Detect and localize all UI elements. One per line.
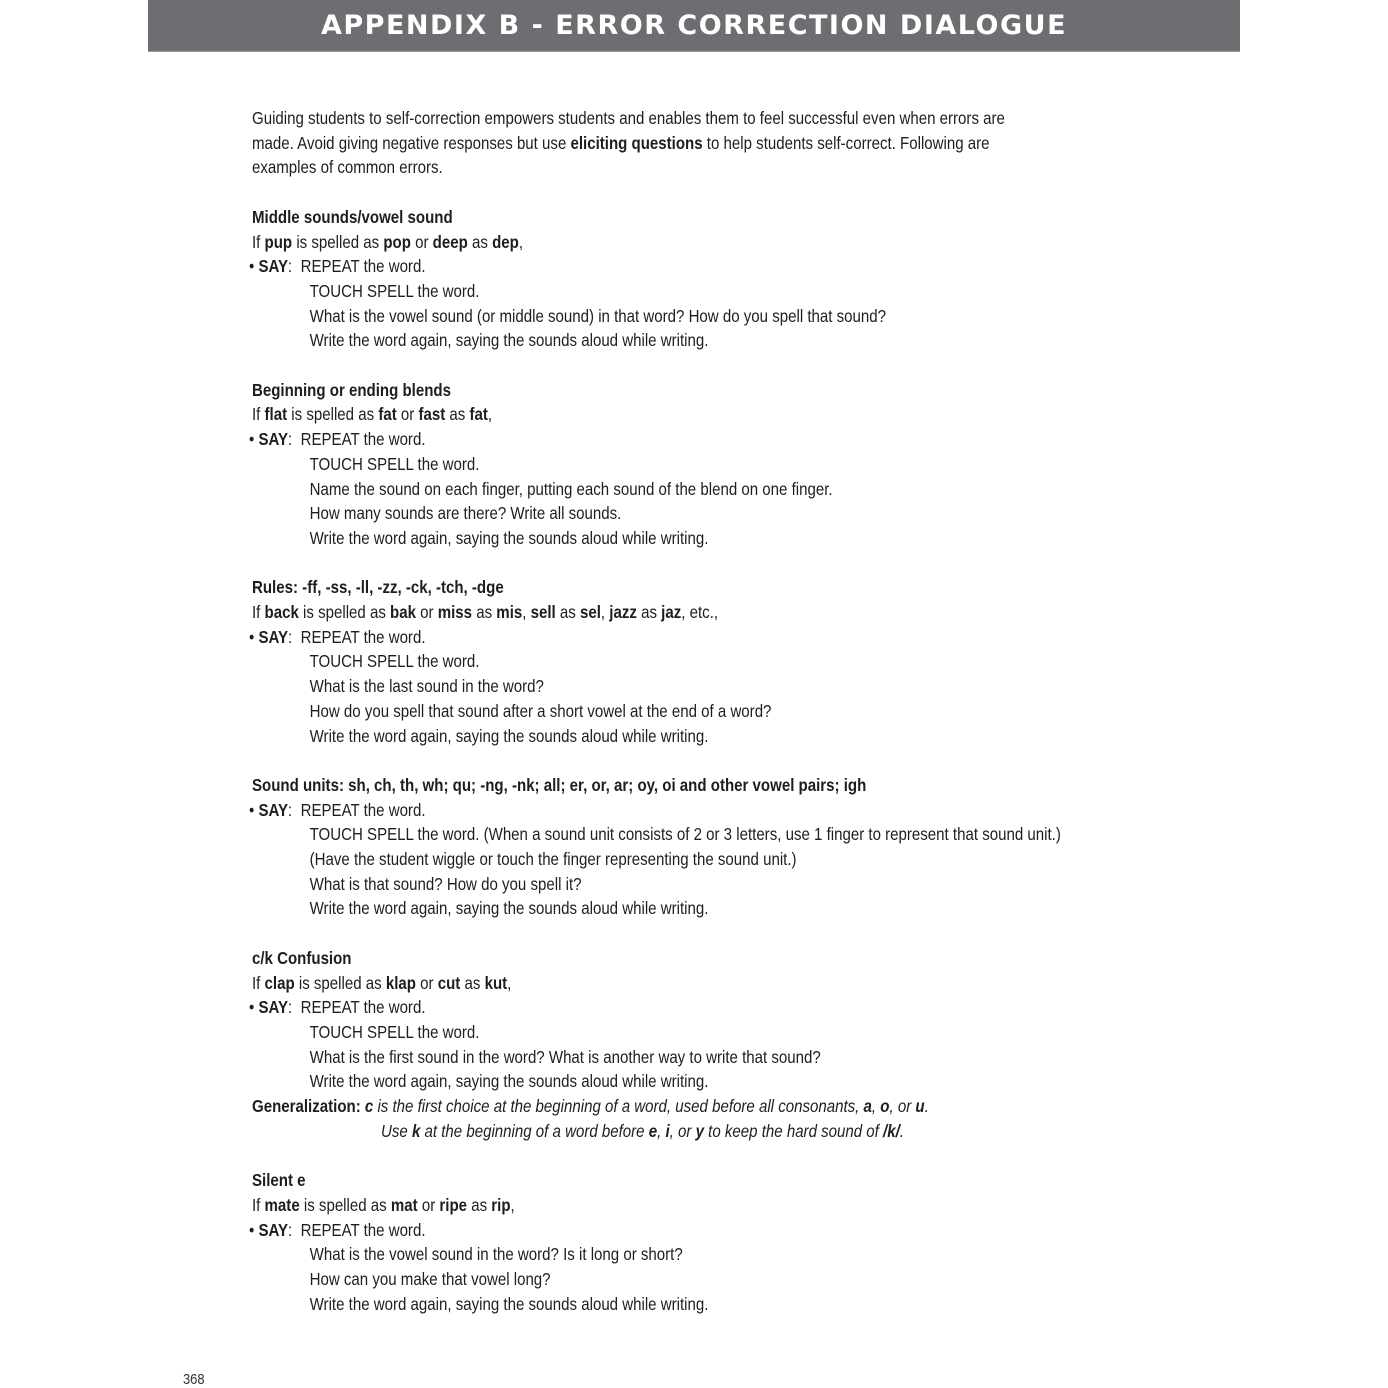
bullet-icon: •	[249, 626, 259, 647]
error-section	[249, 1168, 1212, 1316]
error-condition: If back is spelled as bak or miss as mis, sell as sel, jazz as jaz, etc.,	[252, 602, 719, 623]
intro-line: examples of common errors.	[252, 157, 443, 178]
say-step: • SAY: REPEAT the word.	[249, 256, 426, 277]
error-section	[249, 205, 1212, 353]
say-label: SAY	[258, 799, 289, 820]
section-heading: Middle sounds/vowel sound	[252, 206, 453, 227]
section-heading: c/k Confusion	[252, 947, 352, 968]
bullet-icon: •	[249, 429, 259, 450]
section-heading: Rules: -ff, -ss, -ll, -zz, -ck, -tch, -dge	[252, 577, 504, 598]
say-step: TOUCH SPELL the word.	[309, 453, 480, 474]
say-label: SAY	[258, 626, 289, 647]
say-step: Write the word again, saying the sounds aloud while writing.	[309, 330, 709, 351]
say-step: Write the word again, saying the sounds aloud while writing.	[309, 527, 709, 548]
say-step: What is the vowel sound in the word? Is it long or short?	[309, 1244, 683, 1265]
bullet-icon: •	[249, 256, 259, 277]
intro-line: made. Avoid giving negative responses but use eliciting questions to help students self-correct. Following are	[252, 132, 990, 153]
say-label: SAY	[258, 1219, 289, 1240]
bullet-icon: •	[249, 1219, 259, 1240]
say-step: How many sounds are there? Write all sounds.	[309, 503, 622, 524]
section-heading: Silent e	[252, 1170, 306, 1191]
say-step: Write the word again, saying the sounds aloud while writing.	[309, 725, 709, 746]
page-title: APPENDIX B - ERROR CORRECTION DIALOGUE	[320, 10, 1068, 41]
say-step: TOUCH SPELL the word.	[309, 651, 480, 672]
say-step: Write the word again, saying the sounds aloud while writing.	[309, 1293, 709, 1314]
say-step: • SAY: REPEAT the word.	[249, 429, 426, 450]
say-step: • SAY: REPEAT the word.	[249, 626, 426, 647]
appendix-banner	[148, 0, 1240, 52]
say-step: • SAY: REPEAT the word.	[249, 1219, 426, 1240]
error-sections	[249, 180, 1212, 1316]
say-step: TOUCH SPELL the word. (When a sound unit consists of 2 or 3 letters, use 1 finger to represent that sound unit.)	[309, 824, 1061, 845]
say-label: SAY	[258, 256, 289, 277]
say-step: How do you spell that sound after a short vowel at the end of a word?	[309, 700, 772, 721]
say-label: SAY	[258, 429, 289, 450]
error-section	[249, 773, 1212, 921]
say-step: • SAY: REPEAT the word.	[249, 799, 426, 820]
say-step: What is the vowel sound (or middle sound) in that word? How do you spell that sound?	[309, 305, 887, 326]
intro-paragraph	[252, 106, 1212, 180]
error-section	[249, 946, 1212, 1144]
say-step: What is the last sound in the word?	[309, 676, 544, 697]
intro-line: Guiding students to self-correction empowers students and enables them to feel successful even when errors are	[252, 108, 1005, 128]
section-heading: Beginning or ending blends	[252, 379, 451, 400]
say-label: SAY	[258, 997, 289, 1018]
error-section	[249, 378, 1212, 551]
error-condition: If mate is spelled as mat or ripe as rip,	[252, 1194, 515, 1215]
section-heading: Sound units: sh, ch, th, wh; qu; -ng, -nk; all; er, or, ar; oy, oi and other vowel pairs; igh	[252, 774, 867, 795]
bullet-icon: •	[249, 997, 259, 1018]
bullet-icon: •	[249, 799, 259, 820]
generalization-line: Use k at the beginning of a word before e, i, or y to keep the hard sound of /k/.	[381, 1120, 904, 1141]
say-step: Write the word again, saying the sounds aloud while writing.	[309, 898, 709, 919]
page-number: 368	[183, 1371, 205, 1388]
say-step: What is that sound? How do you spell it?	[309, 873, 582, 894]
error-condition: If pup is spelled as pop or deep as dep,	[252, 231, 524, 252]
say-step: TOUCH SPELL the word.	[309, 280, 480, 301]
error-condition: If clap is spelled as klap or cut as kut,	[252, 972, 512, 993]
say-step: How can you make that vowel long?	[309, 1268, 551, 1289]
say-step: Write the word again, saying the sounds aloud while writing.	[309, 1071, 709, 1092]
error-condition: If flat is spelled as fat or fast as fat,	[252, 404, 493, 425]
error-section	[249, 575, 1212, 748]
generalization-line: Generalization: c is the first choice at the beginning of a word, used before all consonants, a, o, or u.	[252, 1096, 929, 1117]
say-step: TOUCH SPELL the word.	[309, 1021, 480, 1042]
say-step: (Have the student wiggle or touch the finger representing the sound unit.)	[309, 849, 797, 870]
say-step: What is the first sound in the word? What is another way to write that sound?	[309, 1046, 821, 1067]
say-step: Name the sound on each finger, putting each sound of the blend on one finger.	[309, 478, 833, 499]
document-body	[249, 106, 1212, 1316]
say-step: • SAY: REPEAT the word.	[249, 997, 426, 1018]
generalization-label: Generalization:	[252, 1096, 365, 1117]
